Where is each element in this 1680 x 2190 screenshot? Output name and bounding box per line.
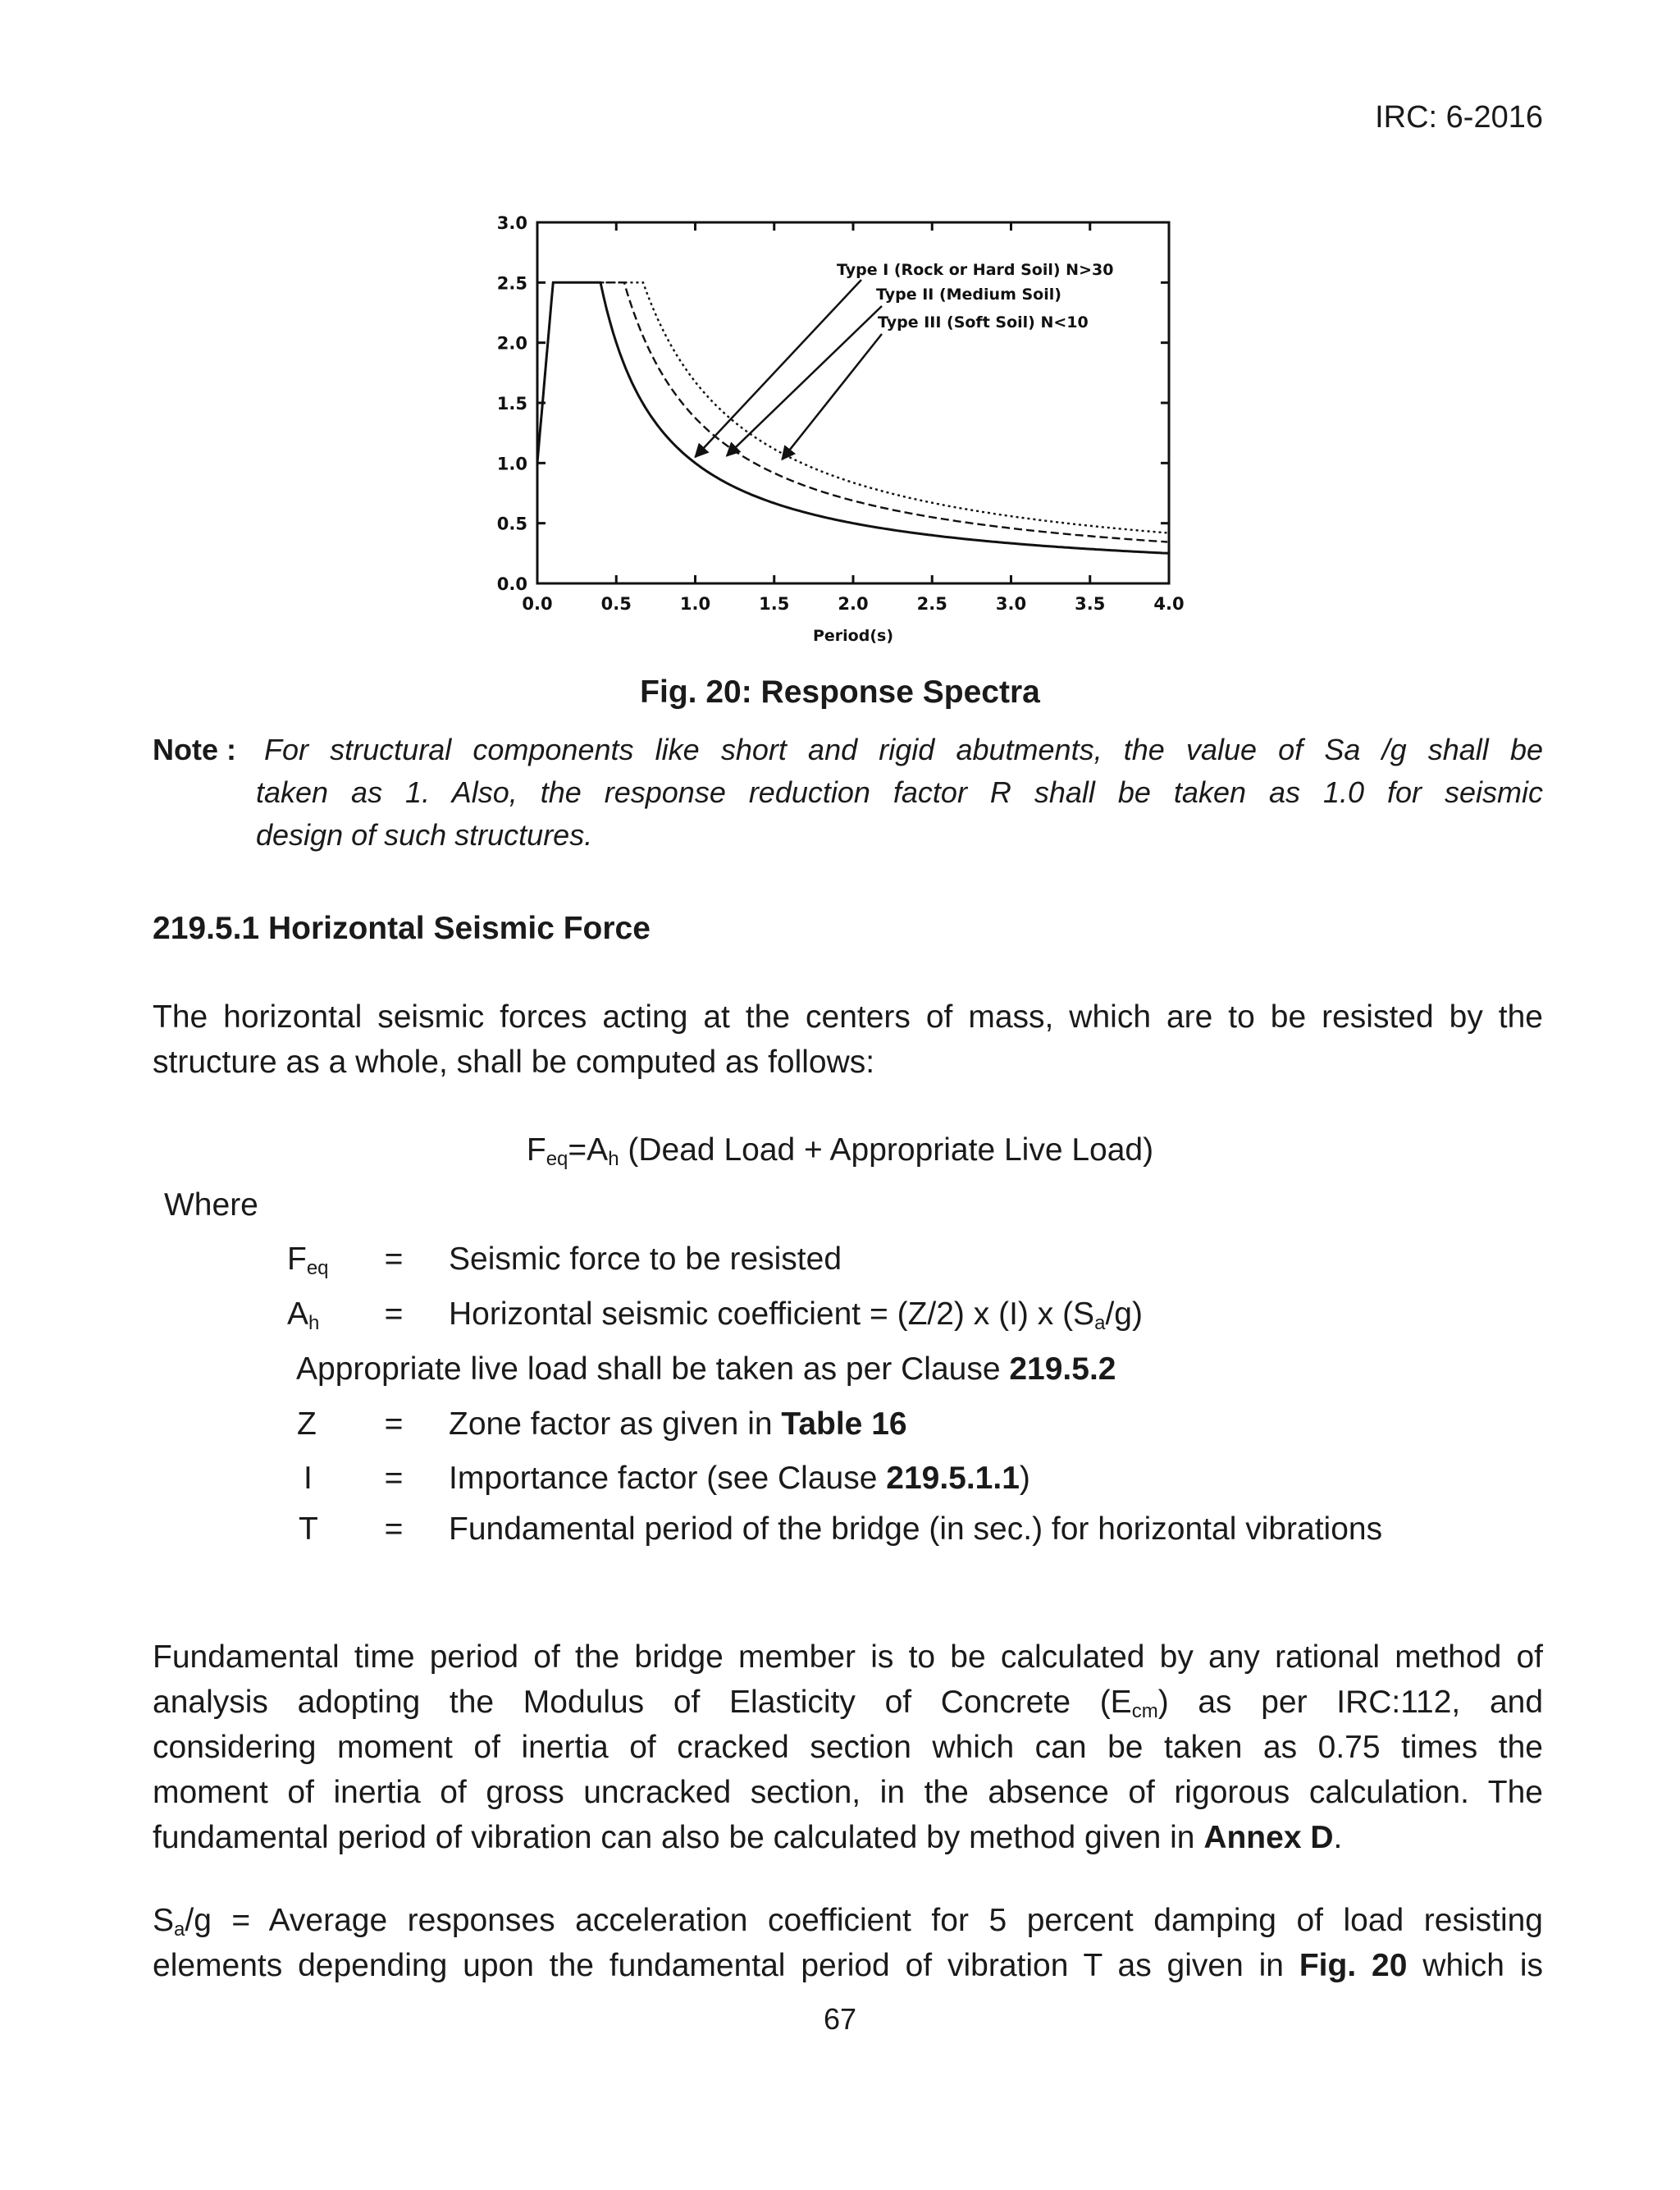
definition-z: Z = Zone factor as given in Table 16: [297, 1406, 907, 1442]
x-tick-label: 4.0: [1153, 594, 1185, 614]
definition-t: T = Fundamental period of the bridge (in sec.) for horizontal vibrations: [299, 1511, 1383, 1547]
intro-paragraph: [153, 994, 1543, 1085]
y-tick-label: 2.0: [496, 333, 527, 354]
annotation-arrow-3: [782, 334, 882, 459]
x-axis-label: Period(s): [812, 627, 894, 645]
series-annotation-3: Type III (Soft Soil) N<10: [878, 313, 1089, 331]
response-spectra-chart: [476, 209, 1214, 652]
sa-paragraph: [153, 1898, 1543, 1988]
note-line: design of such structures.: [256, 818, 593, 852]
x-tick-label: 3.0: [995, 594, 1027, 614]
definition-ah: $A_h$ = Horizontal seismic coefficient = (Z/2) x (I) x $(S_a/g)$: [287, 1296, 1143, 1334]
note-block: [153, 729, 1543, 857]
paragraph-line: analysis adopting the Modulus of Elasticity of Concrete $(E_{cm})$ as per IRC:112, and: [153, 1685, 1544, 1722]
paragraph-line: $S_a/g$ = Average responses acceleration coefficient for 5 percent damping of load resisting: [153, 1903, 1543, 1941]
y-tick-label: 1.0: [496, 454, 527, 474]
x-tick-label: 2.0: [838, 594, 869, 614]
x-tick-label: 0.0: [522, 594, 553, 614]
definition-i: I = Importance factor (see Clause 219.5.1.1): [304, 1461, 1030, 1496]
seismic-force-formula: $F_{eq}=A_h$ (Dead Load + Appropriate Live Load): [526, 1132, 1154, 1170]
note-text: [153, 729, 1543, 857]
note-line: taken as 1. Also, the response reduction factor R shall be taken as 1.0 for seismic: [256, 775, 1543, 809]
definition-live-load: Appropriate live load shall be taken as per Clause 219.5.2: [296, 1351, 1116, 1387]
y-tick-label: 3.0: [496, 213, 527, 233]
paragraph-line: fundamental period of vibration can also be calculated by method given in Annex D.: [153, 1820, 1343, 1855]
note-label: Note :: [153, 733, 236, 766]
paragraph-line: The horizontal seismic forces acting at the centers of mass, which are to be resisted by the: [153, 999, 1543, 1035]
paragraph-line: moment of inertia of gross uncracked section, in the absence of rigorous calculation. The: [153, 1775, 1543, 1810]
document-code: IRC: 6-2016: [1375, 100, 1543, 135]
annotation-arrow-1: [696, 280, 862, 457]
definition-feq: $F_{eq}$ = Seismic force to be resisted: [287, 1241, 842, 1279]
paragraph-line: structure as a whole, shall be computed as follows:: [153, 1045, 875, 1080]
note-line: For structural components like short and rigid abutments, the value of Sa /g shall be: [264, 733, 1543, 766]
x-tick-label: 0.5: [600, 594, 632, 614]
x-tick-label: 2.5: [916, 594, 947, 614]
series-annotation-1: Type I (Rock or Hard Soil) N>30: [837, 261, 1114, 279]
series-annotation-2: Type II (Medium Soil): [876, 286, 1061, 304]
y-tick-label: 0.0: [496, 574, 527, 594]
x-tick-label: 1.0: [679, 594, 711, 614]
paragraph-line: Fundamental time period of the bridge member is to be calculated by any rational method of: [153, 1639, 1543, 1675]
annotation-arrow-2: [727, 306, 882, 456]
y-tick-label: 1.5: [496, 394, 527, 414]
where-label: Where: [164, 1187, 258, 1223]
section-heading: 219.5.1 Horizontal Seismic Force: [153, 911, 651, 946]
y-tick-label: 2.5: [496, 273, 527, 294]
y-tick-label: 0.5: [496, 514, 527, 534]
x-tick-label: 1.5: [759, 594, 790, 614]
period-paragraph: [153, 1634, 1543, 1860]
x-tick-label: 3.5: [1075, 594, 1106, 614]
paragraph-line: elements depending upon the fundamental period of vibration T as given in Fig. 20 which is: [153, 1948, 1544, 1983]
page-number: 67: [823, 2002, 857, 2036]
figure-caption: Fig. 20: Response Spectra: [640, 674, 1040, 710]
paragraph-line: considering moment of inertia of cracked section which can be taken as 0.75 times the: [153, 1730, 1543, 1765]
